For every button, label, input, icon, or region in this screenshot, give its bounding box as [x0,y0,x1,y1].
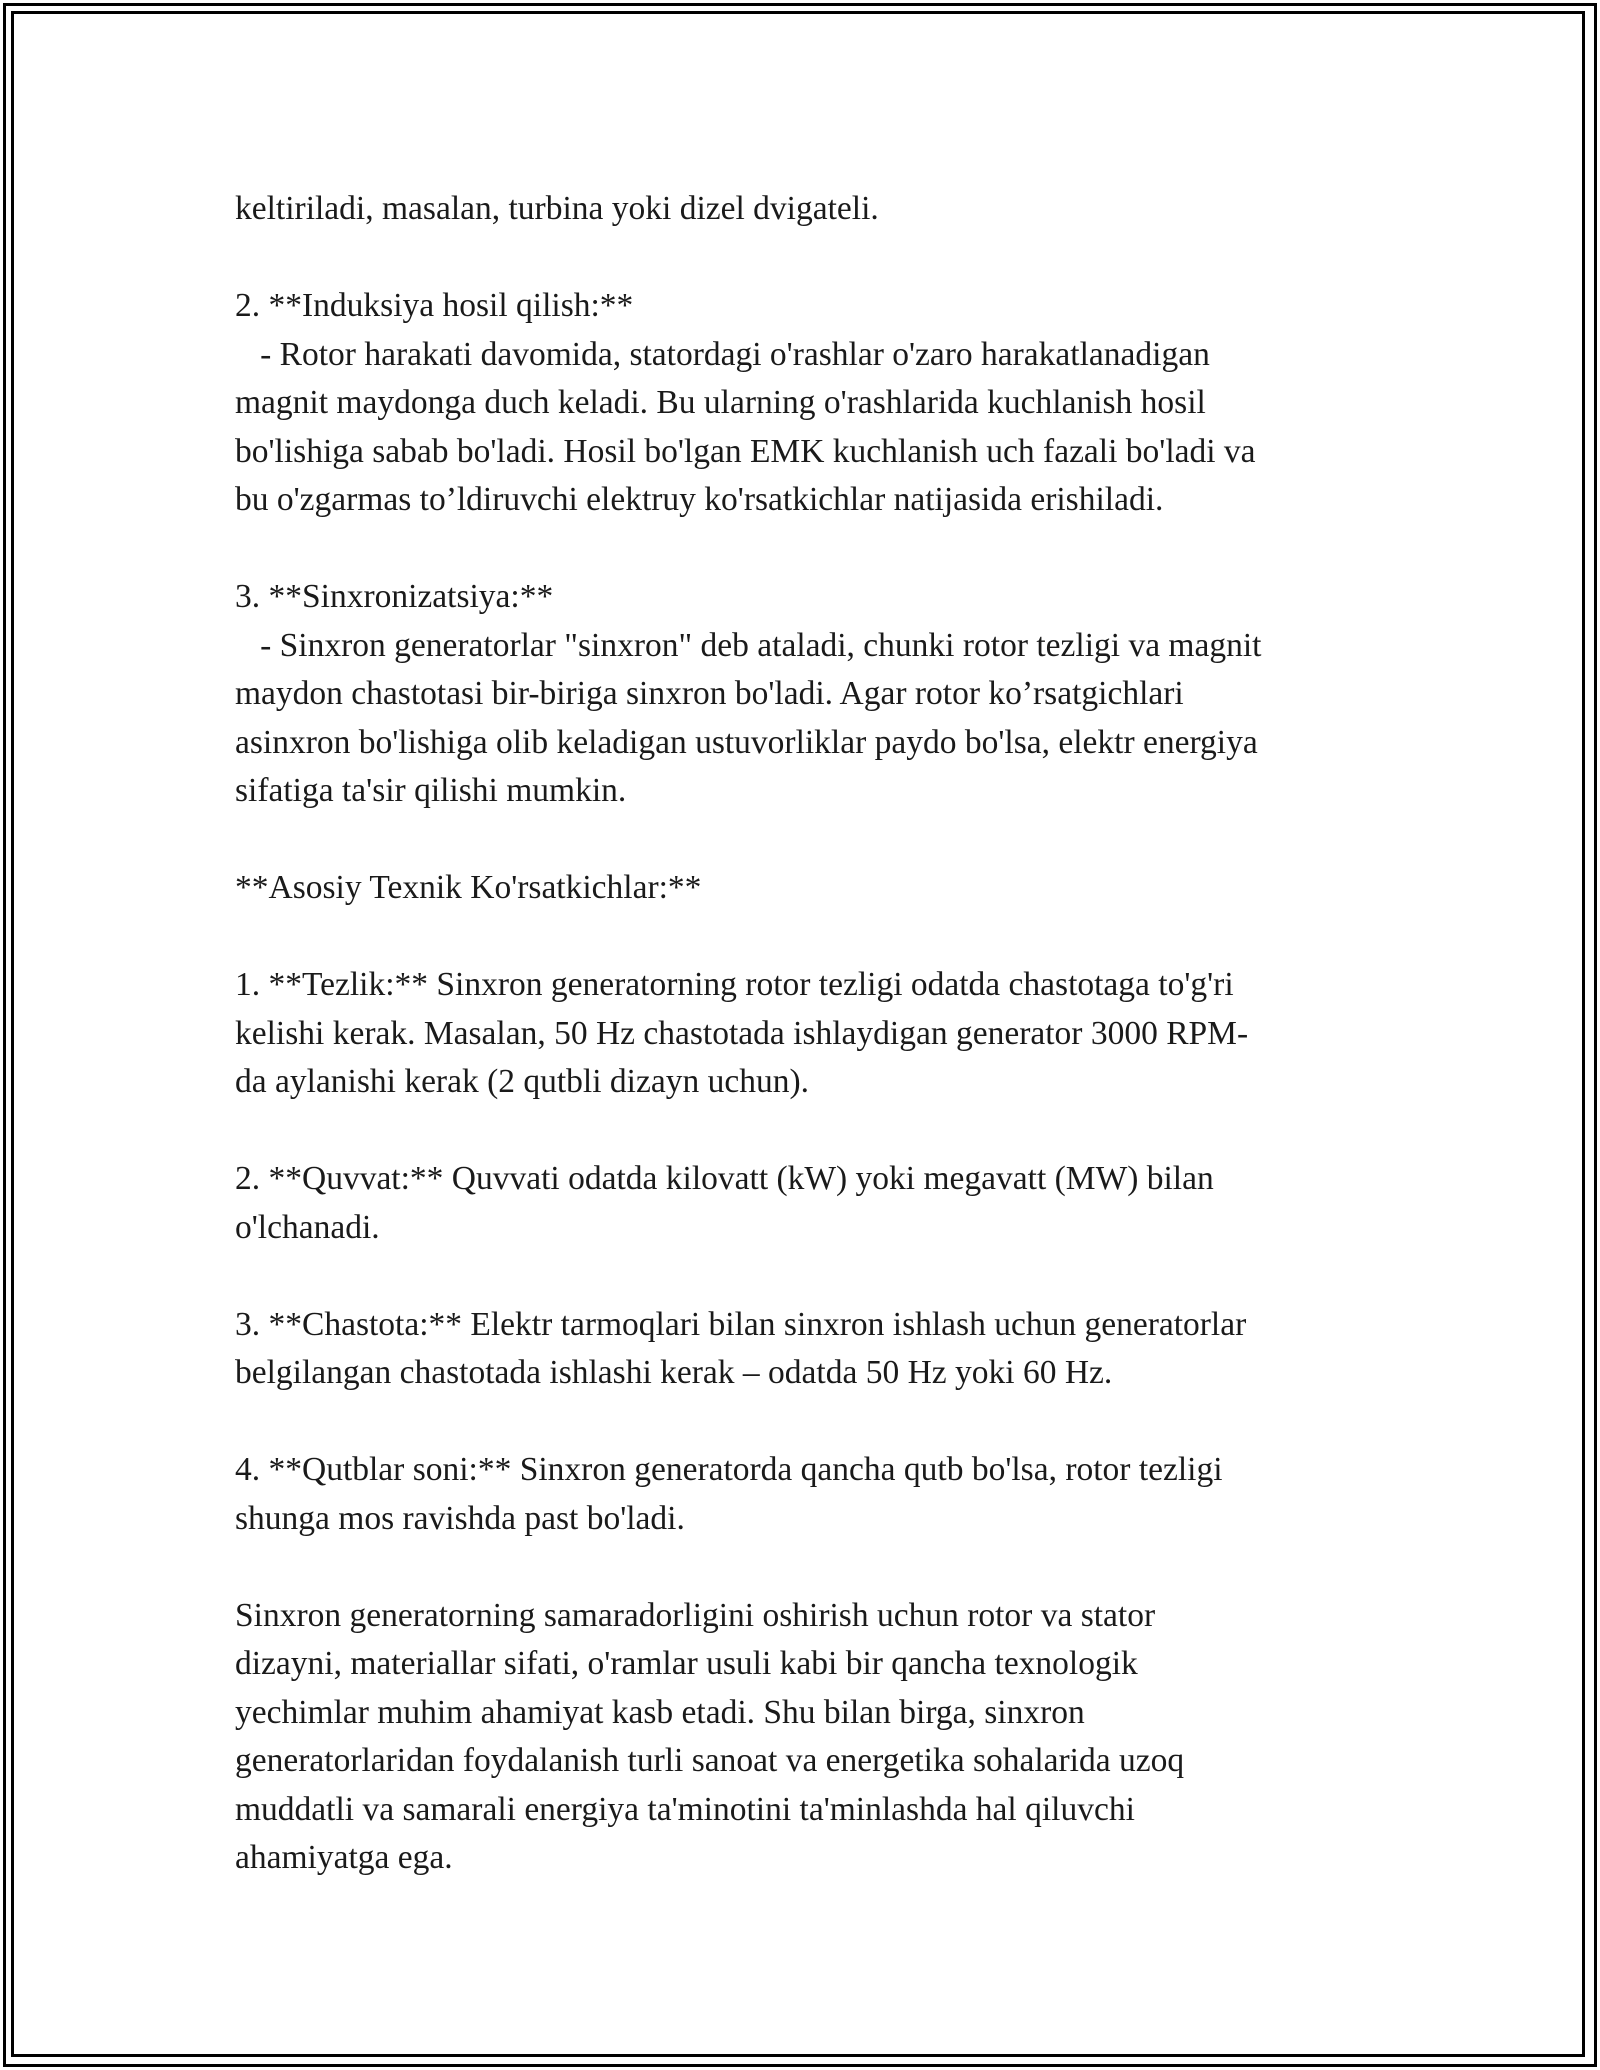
paragraph-spacer [235,913,1385,962]
text-line: shunga mos ravishda past bo'ladi. [235,1499,685,1537]
paragraph-spacer [235,1107,1385,1156]
document-body [235,185,1385,1883]
text-line: magnit maydonga duch keladi. Bu ularning o'rashlarida kuchlanish hosil [235,384,1206,421]
text-line: kelishi kerak. Masalan, 50 Hz chastotada ishlaydigan generator 3000 RPM- [235,1014,1249,1052]
text-line: generatorlaridan foydalanish turli sanoat va energetika sohalarida uzoq [235,1742,1185,1779]
text-line: - Sinxron generatorlar "sinxron" deb ataladi, chunki rotor tezligi va magnit [235,626,1262,664]
text-line: keltiriladi, masalan, turbina yoki dizel dvigateli. [235,190,879,227]
paragraph-induction [235,282,1385,525]
text-line: da aylanishi kerak (2 qutbli dizayn uchun). [235,1063,809,1100]
text-line: asinxron bo'lishiga olib keladigan ustuvorliklar paydo bo'lsa, elektr energiya [235,723,1258,761]
paragraph-conclusion [235,1592,1385,1883]
text-line: Sinxron generatorning samaradorligini oshirish uchun rotor va stator [235,1596,1156,1634]
section-heading: **Asosiy Texnik Ko'rsatkichlar:** [235,869,702,906]
text-line: dizayni, materiallar sifati, o'ramlar usuli kabi bir qancha texnologik [235,1645,1138,1682]
text-line: bu o'zgarmas to’ldiruvchi elektruy ko'rsatkichlar natijasida erishiladi. [235,481,1164,518]
paragraph-frequency [235,1301,1385,1398]
text-line: 2. **Quvvat:** Quvvati odatda kilovatt (kW) yoki megavatt (MW) bilan [235,1160,1214,1197]
paragraph-speed [235,961,1385,1107]
paragraph-synchronization [235,573,1385,816]
paragraph-spacer [235,525,1385,574]
paragraph-technical-heading [235,864,1385,913]
text-line: muddatli va samarali energiya ta'minotini ta'minlashda hal qiluvchi [235,1790,1135,1828]
section-heading: 2. **Induksiya hosil qilish:** [235,287,634,324]
text-line: yechimlar muhim ahamiyat kasb etadi. Shu bilan birga, sinxron [235,1693,1085,1731]
text-line: sifatiga ta'sir qilishi mumkin. [235,772,627,809]
text-line: belgilangan chastotada ishlashi kerak – odatda 50 Hz yoki 60 Hz. [235,1354,1113,1391]
text-line: ahamiyatga ega. [235,1839,453,1876]
paragraph-poles [235,1446,1385,1543]
paragraph-spacer [235,1252,1385,1301]
text-line: o'lchanadi. [235,1208,380,1246]
paragraph-spacer [235,816,1385,865]
text-line: 1. **Tezlik:** Sinxron generatorning rotor tezligi odatda chastotaga to'g'ri [235,966,1234,1003]
paragraph-intro-continuation [235,185,1385,234]
text-line: maydon chastotasi bir-biriga sinxron bo'ladi. Agar rotor ko’rsatgichlari [235,675,1184,712]
section-heading: 3. **Sinxronizatsiya:** [235,578,554,615]
paragraph-spacer [235,234,1385,283]
paragraph-power [235,1155,1385,1252]
text-line: - Rotor harakati davomida, statordagi o'rashlar o'zaro harakatlanadigan [235,335,1210,373]
paragraph-spacer [235,1398,1385,1447]
text-line: 4. **Qutblar soni:** Sinxron generatorda qancha qutb bo'lsa, rotor tezligi [235,1451,1223,1488]
text-line: 3. **Chastota:** Elektr tarmoqlari bilan sinxron ishlash uchun generatorlar [235,1305,1247,1343]
text-line: bo'lishiga sabab bo'ladi. Hosil bo'lgan EMK kuchlanish uch fazali bo'ladi va [235,432,1256,470]
paragraph-spacer [235,1543,1385,1592]
